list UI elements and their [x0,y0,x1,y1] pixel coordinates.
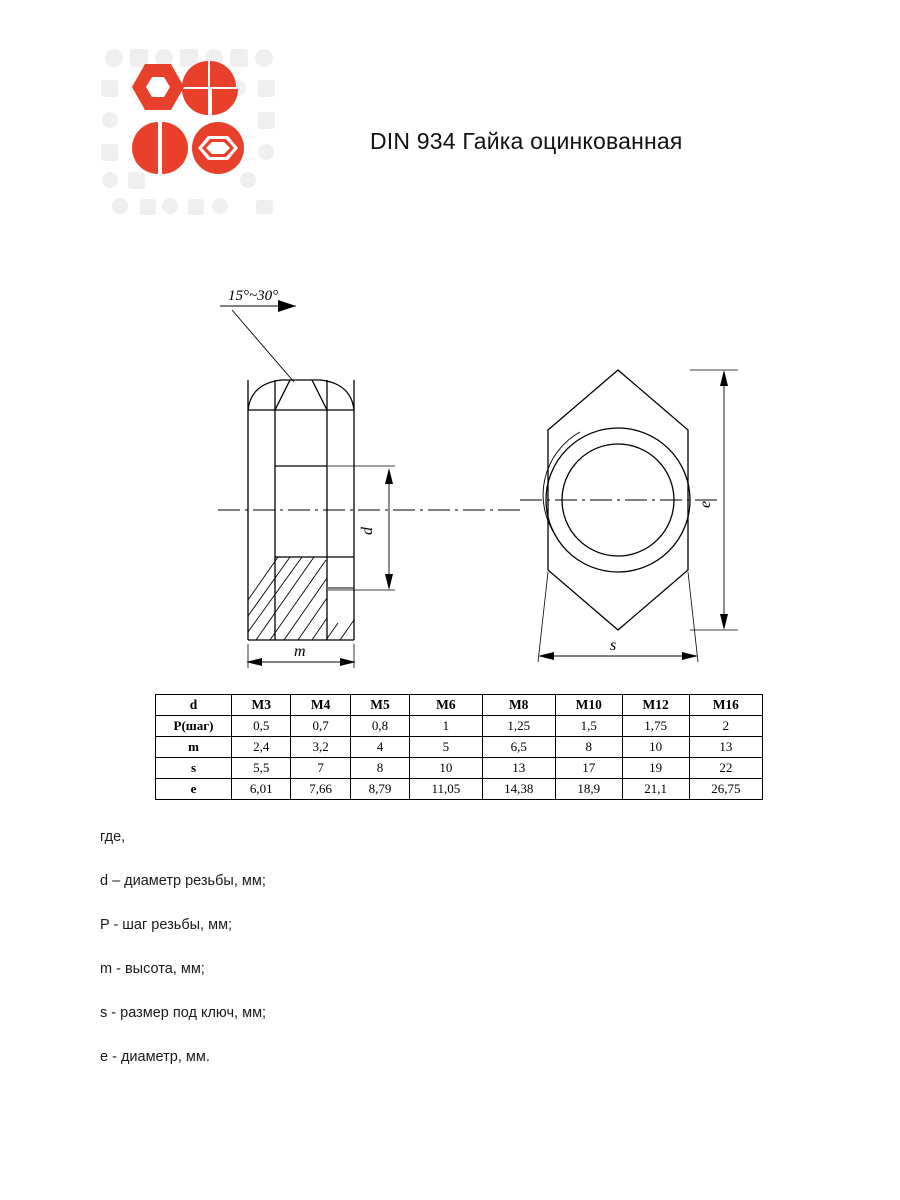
section-hatching [248,557,354,640]
legend-item-p: P - шаг резьбы, мм; [100,917,233,933]
table-cell: 8,79 [350,779,409,800]
logo-washer-icon [182,61,238,115]
dimension-d-label: d [359,527,376,535]
logo-split-circle-icon [132,122,188,174]
table-cell: 22 [689,758,762,779]
table-cell: 2 [689,716,762,737]
table-cell: 1,5 [555,716,622,737]
table-cell: 7,66 [291,779,350,800]
brand-logo [98,40,278,220]
table-cell: 1 [410,716,482,737]
table-header-cell: M5 [350,695,409,716]
legend-block [100,828,800,1092]
table-header-cell: M6 [410,695,482,716]
table-header-cell: M16 [689,695,762,716]
legend-item-d: d – диаметр резьбы, мм; [100,873,266,889]
table-cell: 6,01 [232,779,291,800]
legend-item-s: s - размер под ключ, мм; [100,1005,267,1021]
table-row [156,737,763,758]
table-cell: 13 [689,737,762,758]
dimension-s-label: s [610,637,617,654]
table-cell: 0,5 [232,716,291,737]
dimension-m-label: m [294,643,306,660]
table-cell: 8 [555,737,622,758]
page-header [0,0,900,250]
drawing-side-view [218,288,522,668]
table-cell: 4 [350,737,409,758]
table-cell: 10 [622,737,689,758]
table-cell: 14,38 [482,779,555,800]
table-cell: 2,4 [232,737,291,758]
legend-item-m: m - высота, мм; [100,961,205,977]
table-cell: 1,75 [622,716,689,737]
table-cell: 17 [555,758,622,779]
table-row [156,779,763,800]
logo-hex-socket-icon [192,122,244,174]
table-header-cell: M12 [622,695,689,716]
table-row-label: P(шаг) [156,716,232,737]
table-cell: 19 [622,758,689,779]
table-cell: 0,7 [291,716,350,737]
table-row [156,758,763,779]
table-cell: 18,9 [555,779,622,800]
table-cell: 7 [291,758,350,779]
table-cell: 21,1 [622,779,689,800]
table-cell: 8 [350,758,409,779]
legend-intro: где, [100,829,126,845]
drawing-plan-view [520,370,738,662]
table-row-label: s [156,758,232,779]
page-title: DIN 934 Гайка оцинкованная [370,128,683,154]
table-row-label: m [156,737,232,758]
dimension-e-label: e [697,500,714,508]
table-cell: 5 [410,737,482,758]
table-cell: 10 [410,758,482,779]
table-header-cell: M10 [555,695,622,716]
table-row [156,716,763,737]
table-cell: 3,2 [291,737,350,758]
table-row-label: e [156,779,232,800]
table-cell: 26,75 [689,779,762,800]
table-cell: 6,5 [482,737,555,758]
spec-table-container [155,694,763,800]
table-cell: 1,25 [482,716,555,737]
logo-hex-nut-icon [132,64,184,110]
chamfer-angle-label: 15°~30° [228,288,279,304]
technical-drawing [110,270,790,690]
table-header-row [156,695,763,716]
legend-item-e: e - диаметр, мм. [100,1049,210,1065]
table-header-cell: d [156,695,232,716]
table-cell: 0,8 [350,716,409,737]
table-cell: 5,5 [232,758,291,779]
dimension-s [538,572,698,662]
table-header-cell: M3 [232,695,291,716]
table-header-cell: M4 [291,695,350,716]
table-cell: 13 [482,758,555,779]
spec-table [155,694,763,800]
chamfer-angle-leader [220,300,296,382]
table-header-cell: M8 [482,695,555,716]
table-cell: 11,05 [410,779,482,800]
